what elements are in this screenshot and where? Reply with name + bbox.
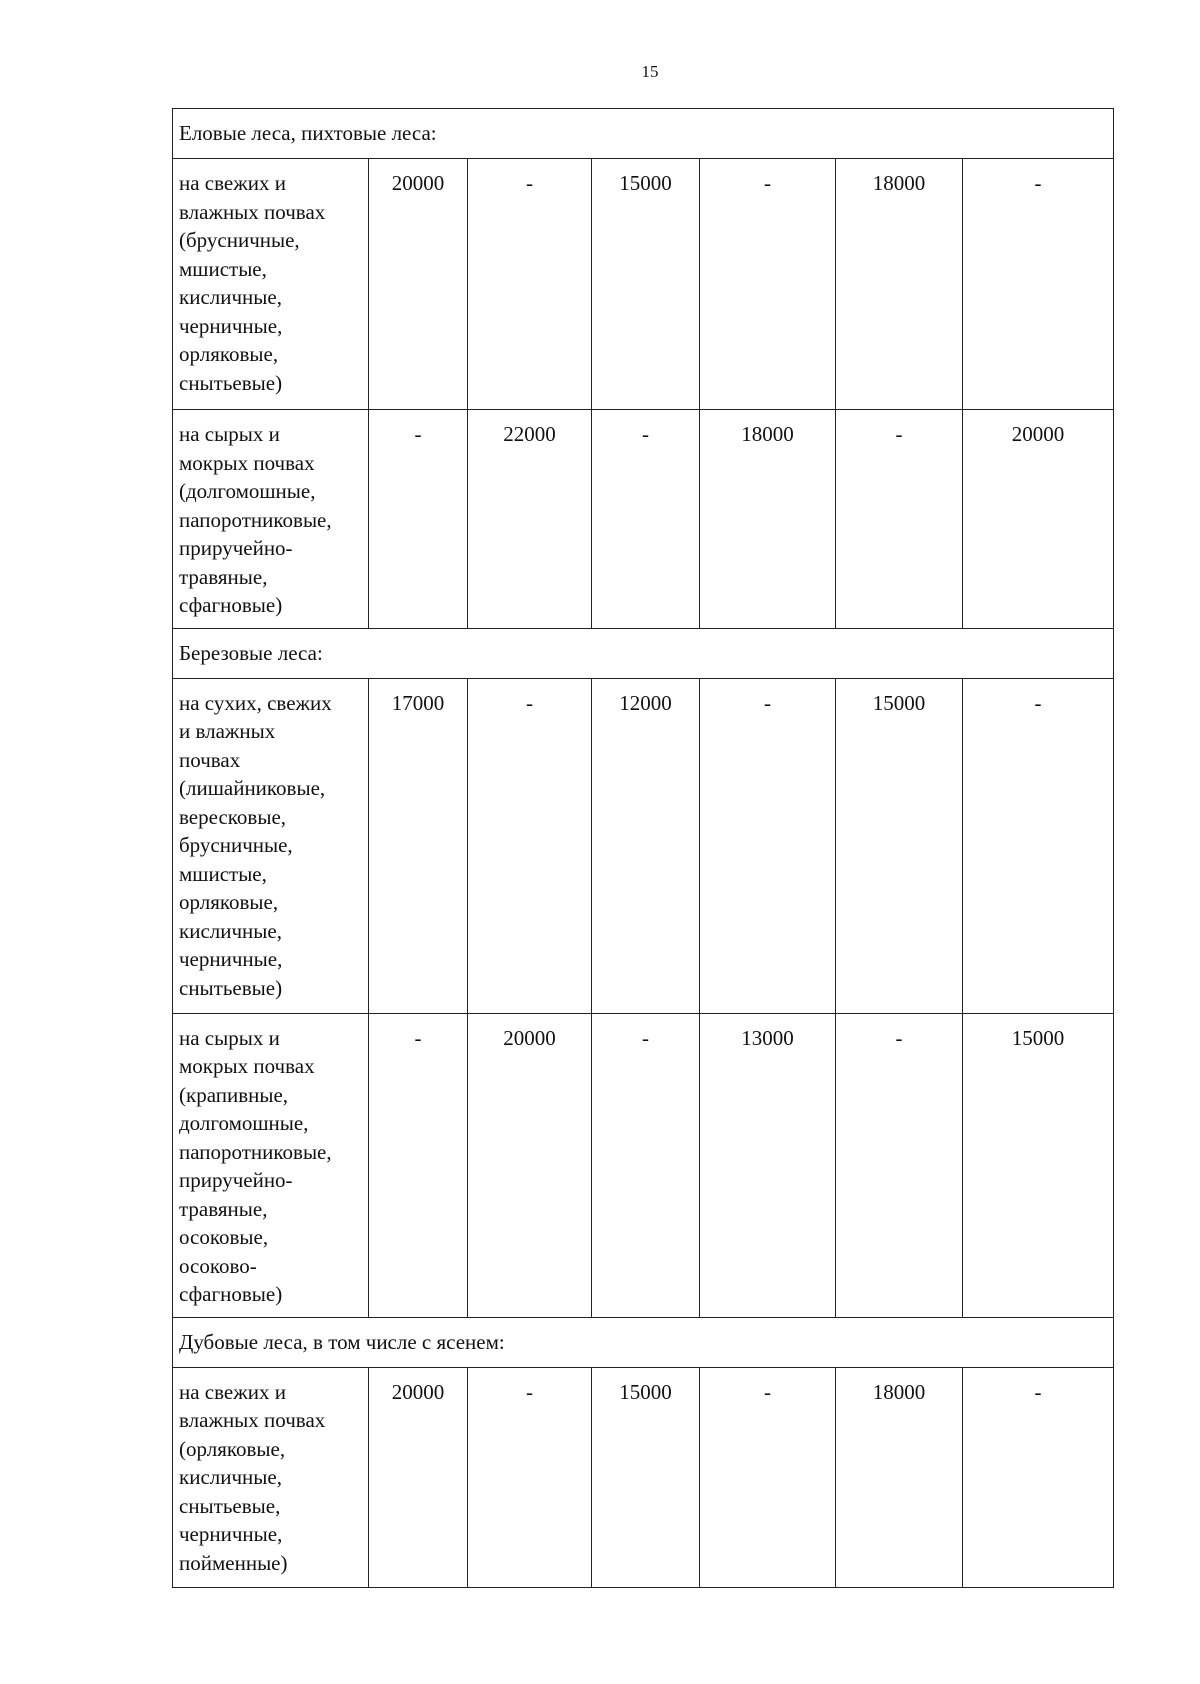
table-row [173,410,1114,629]
value-cell: - [700,159,836,410]
group-title: Дубовые леса, в том числе с ясенем: [173,1317,1114,1367]
table-row [173,159,1114,410]
value-cell: - [963,678,1114,1013]
value-cell: - [468,1367,592,1587]
value-cell: 20000 [369,1367,468,1587]
row-label: на свежих и влажных почвах (орляковые, кисличные, снытьевые, черничные, пойменные) [173,1367,369,1587]
value-cell: 22000 [468,410,592,629]
page-number: 15 [641,62,659,81]
value-cell: - [700,678,836,1013]
value-cell: - [836,1013,963,1317]
value-cell: - [963,1367,1114,1587]
group-title: Еловые леса, пихтовые леса: [173,109,1114,159]
group-header-row [173,628,1114,678]
value-cell: 18000 [700,410,836,629]
value-cell: 12000 [592,678,700,1013]
value-cell: - [592,1013,700,1317]
table-row [173,678,1114,1013]
row-label: на сырых и мокрых почвах (долгомошные, папоротниковые, приручейно- травяные, сфагновые) [173,410,369,629]
value-cell: 13000 [700,1013,836,1317]
value-cell: - [468,159,592,410]
value-cell: 20000 [468,1013,592,1317]
value-cell: - [592,410,700,629]
group-header-row [173,109,1114,159]
value-cell: 20000 [963,410,1114,629]
value-cell: 15000 [592,1367,700,1587]
value-cell: - [369,410,468,629]
row-label: на сырых и мокрых почвах (крапивные, долгомошные, папоротниковые, приручейно- травяные, осоковые, осоково- сфагновые) [173,1013,369,1317]
forest-norms-table [172,108,1114,1588]
table-row [173,1367,1114,1587]
value-cell: - [468,678,592,1013]
group-header-row [173,1317,1114,1367]
value-cell: - [369,1013,468,1317]
value-cell: 15000 [836,678,963,1013]
table-row [173,1013,1114,1317]
value-cell: 18000 [836,159,963,410]
value-cell: 15000 [592,159,700,410]
value-cell: 20000 [369,159,468,410]
value-cell: 15000 [963,1013,1114,1317]
value-cell: - [700,1367,836,1587]
row-label: на сухих, свежих и влажных почвах (лишайниковые, вересковые, брусничные, мшистые, орляковые, кисличные, черничные, снытьевые) [173,678,369,1013]
group-title: Березовые леса: [173,628,1114,678]
row-label: на свежих и влажных почвах (брусничные, мшистые, кисличные, черничные, орляковые, снытьевые) [173,159,369,410]
value-cell: 17000 [369,678,468,1013]
value-cell: 18000 [836,1367,963,1587]
value-cell: - [836,410,963,629]
value-cell: - [963,159,1114,410]
